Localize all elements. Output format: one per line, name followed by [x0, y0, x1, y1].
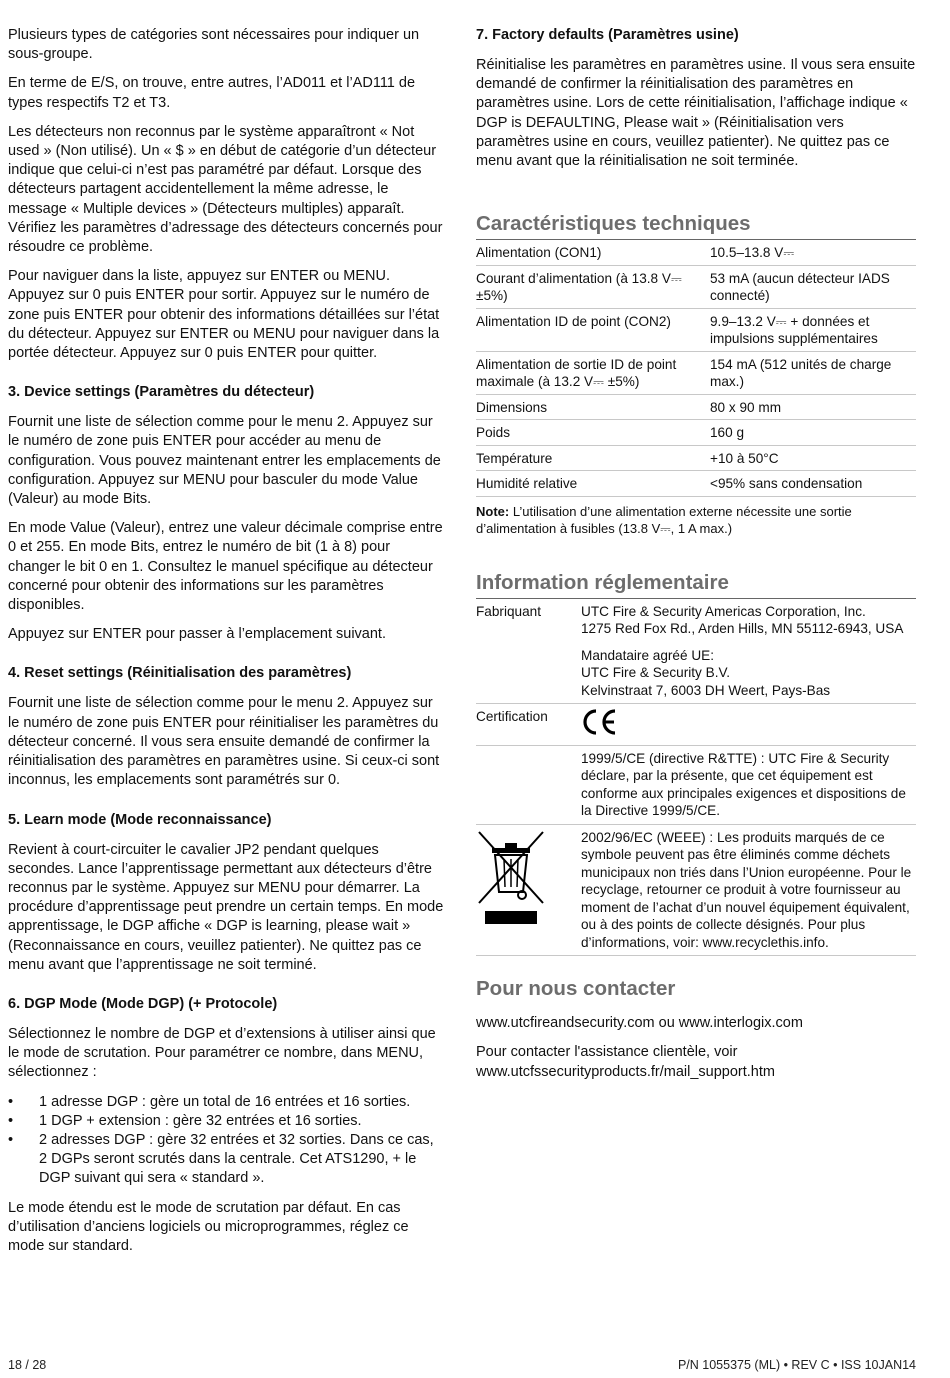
heading-learn-mode: 5. Learn mode (Mode reconnaissance): [8, 811, 272, 828]
spec-value: 10.5–13.8 V⎓: [710, 240, 916, 265]
spec-label: Dimensions: [476, 394, 710, 420]
left-column: [8, 26, 444, 1266]
spec-value: 80 x 90 mm: [710, 394, 916, 420]
heading-device-settings: 3. Device settings (Paramètres du détecteur): [8, 384, 315, 401]
table-row: [476, 471, 916, 497]
contact-support: Pour contacter l'assistance clientèle, voir www.utcfssecurityproducts.fr/mail_support.htm: [476, 1044, 775, 1080]
manufacturer-name: UTC Fire & Security Americas Corporation, Inc.: [581, 603, 866, 619]
dgp-mode-list: [8, 1093, 444, 1189]
table-row: [476, 265, 916, 308]
paragraph-device-settings-3: Appuyez sur ENTER pour passer à l’emplacement suivant.: [8, 626, 386, 643]
spec-value: 154 mA (512 unités de charge max.): [710, 351, 916, 394]
table-row: [476, 351, 916, 394]
crossed-out-bin-icon: [476, 829, 546, 925]
spec-label: Poids: [476, 420, 710, 446]
paragraph-dgp-mode-default: Le mode étendu est le mode de scrutation par défaut. En cas d’utilisation d’anciens logiciels ou microprogrammes, réglez ce mode sur standard.: [8, 1199, 409, 1254]
table-row: [476, 445, 916, 471]
contact-websites: www.utcfireandsecurity.com ou www.interlogix.com: [476, 1015, 803, 1032]
heading-specifications: Caractéristiques techniques: [476, 211, 916, 240]
table-row: [476, 824, 916, 956]
ce-mark-icon: [581, 708, 619, 736]
spec-label: Humidité relative: [476, 471, 710, 497]
heading-reset-settings: 4. Reset settings (Réinitialisation des paramètres): [8, 665, 352, 682]
weee-statement: 2002/96/EC (WEEE) : Les produits marqués de ce symbole peuvent pas être éliminés comme déchets municipaux non triés dans l’Union européenne. Pour le recyclage, retourner ce produit à votre fournisseur au moment de l’achat d’un nouvel équipement équivalent, ou à des points de collecte désignés. Pour plus d’informations, voir: www.recyclethis.info.: [581, 824, 916, 956]
paragraph-unrecognized-detectors: Les détecteurs non reconnus par le système apparaîtront « Not used » (Non utilisé). Un « $ » en début de catégorie d’un détecteur indique que celui-ci n’est pas paramétré par défaut. Lorsque des détecteurs partagent accidentellement la même adresse, le message « Multiple devices » (Détecteurs multiples) apparaît. Vérifiez les paramètres d’adressage des détecteurs concernés pour résoudre ce problème.: [8, 123, 443, 256]
table-row: [476, 599, 916, 704]
eu-representative-name: UTC Fire & Security B.V.: [581, 665, 731, 681]
specifications-note: [476, 503, 916, 538]
heading-contact: Pour nous contacter: [476, 977, 676, 1001]
specifications-table: [476, 240, 916, 497]
spec-value: +10 à 50°C: [710, 445, 916, 471]
heading-dgp-mode: 6. DGP Mode (Mode DGP) (+ Protocole): [8, 995, 278, 1012]
list-item: • 1 adresse DGP : gère un total de 16 entrées et 16 sorties.: [8, 1093, 444, 1112]
spec-value: <95% sans condensation: [710, 471, 916, 497]
right-column: [476, 26, 916, 1092]
manufacturer-label: Fabriquant: [476, 599, 581, 704]
paragraph-reset-settings: Fournit une liste de sélection comme pour le menu 2. Appuyez sur le numéro de zone puis ENTER pour réinitialiser les paramètres du détecteur concerné. Il vous sera ensuite demandé de confirmer la réinitialisation des paramètres en paramètres usine. Si ceux-ci sont inconnus, les emplacements sont paramétrés sur 0.: [8, 695, 440, 789]
paragraph-learn-mode: Revient à court-circuiter le cavalier JP2 pendant quelques secondes. Lance l’apprentissage permettant aux détecteurs d’être reconnus par le système. Appuyez sur MENU pour démarrer. La procédure d’apprentissage peut prendre un certain temps. En mode apprentissage, le DGP affiche « DGP is learning, please wait » (Reconnaissance en cours, veuillez patienter). Ne quittez pas ce menu avant que l’apprentissage ne soit terminé.: [8, 841, 444, 973]
paragraph-navigation: Pour naviguer dans la liste, appuyez sur ENTER ou MENU. Appuyez sur 0 puis ENTER pour sortir. Appuyez sur le numéro de zone puis ENTER pour obtenir des informations détaillées sur l’état du détecteur. Appuyez sur ENTER ou MENU pour naviguer dans la portée détecteur. Appuyez sur 0 puis ENTER pour quitter.: [8, 268, 440, 362]
spec-value: 53 mA (aucun détecteur IADS connecté): [710, 265, 916, 308]
table-row: [476, 240, 916, 265]
rtte-statement: 1999/5/CE (directive R&TTE) : UTC Fire & Security déclare, par la présente, que cet équipement est conforme aux principales exigences et dispositions de la Directive 1999/5/CE.: [581, 745, 916, 824]
spec-label: Alimentation de sortie ID de point maximale (à 13.2 V⎓ ±5%): [476, 351, 710, 394]
empty-cell: [476, 745, 581, 824]
table-row: [476, 745, 916, 824]
table-row: [476, 308, 916, 351]
manufacturer-details: [581, 599, 916, 704]
spec-label: Alimentation (CON1): [476, 240, 710, 265]
spec-value: 9.9–13.2 V⎓ + données et impulsions supplémentaires: [710, 308, 916, 351]
table-row: [476, 704, 916, 746]
heading-regulatory: Information réglementaire: [476, 570, 916, 599]
paragraph-subgroup: Plusieurs types de catégories sont nécessaires pour indiquer un sous-groupe.: [8, 27, 420, 63]
spec-label: Température: [476, 445, 710, 471]
certification-label: Certification: [476, 704, 581, 746]
paragraph-dgp-mode-intro: Sélectionnez le nombre de DGP et d’extensions à utiliser ainsi que le mode de scrutation. Pour paramétrer ce nombre, dans MENU, sélectionnez :: [8, 1025, 436, 1081]
note-text: L’utilisation d’une alimentation externe nécessite une sortie d’alimentation à fusibles (13.8 V⎓, 1 A max.): [476, 503, 852, 537]
note-label: Note:: [476, 503, 510, 519]
table-row: [476, 420, 916, 446]
manufacturer-address: 1275 Red Fox Rd., Arden Hills, MN 55112-6943, USA: [581, 621, 904, 637]
eu-representative-label: Mandataire agréé UE:: [581, 647, 714, 663]
paragraph-device-settings-1: Fournit une liste de sélection comme pour le menu 2. Appuyez sur le numéro de zone puis ENTER pour accéder au menu de configuration. Vous pouvez maintenant entrer les emplacements de configuration. Appuyez sur MENU pour basculer du mode Value (Valeur) au mode Bits.: [8, 414, 441, 508]
weee-symbol-cell: [476, 824, 581, 956]
regulatory-table: [476, 599, 916, 957]
heading-factory-defaults: 7. Factory defaults (Paramètres usine): [476, 27, 739, 43]
list-item: • 1 DGP + extension : gère 32 entrées et 16 sorties.: [8, 1112, 444, 1131]
page-number: 18 / 28: [8, 1358, 47, 1372]
paragraph-factory-defaults: Réinitialise les paramètres en paramètres usine. Il vous sera ensuite demandé de confirmer la réinitialisation des paramètres en paramètres usine. Lors de cette réinitialisation, l’affichage indique « DGP is DEFAULTING, Please wait » (Réinitialisation vers paramètres usine en cours, veuillez patienter). Ne quittez pas ce menu avant que la réinitialisation ne soit terminée.: [476, 57, 916, 170]
eu-representative-address: Kelvinstraat 7, 6003 DH Weert, Pays-Bas: [581, 682, 831, 698]
list-item: • 2 adresses DGP : gère 32 entrées et 32 sorties. Dans ce cas, 2 DGPs seront scrutés dans la centrale. Cet ATS1290, + le DGP suivant qui sera « standard ».: [8, 1131, 444, 1189]
table-row: [476, 394, 916, 420]
paragraph-device-settings-2: En mode Value (Valeur), entrez une valeur décimale comprise entre 0 et 255. En mode Bits, entrez le numéro de bit (1 à 8) pour changer le bit 0 en 1. Consultez le manuel spécifique au détecteur concerné pour obtenir des informations sur les paramètres disponibles.: [8, 520, 443, 614]
spec-label: Alimentation ID de point (CON2): [476, 308, 710, 351]
paragraph-io-types: En terme de E/S, on trouve, entre autres, l’AD011 et l’AD111 de types respectifs T2 et T3.: [8, 75, 416, 111]
document-reference: P/N 1055375 (ML) • REV C • ISS 10JAN14: [677, 1358, 916, 1372]
spec-value: 160 g: [710, 420, 916, 446]
spec-label: Courant d’alimentation (à 13.8 V⎓ ±5%): [476, 265, 710, 308]
ce-mark-cell: [581, 704, 916, 746]
